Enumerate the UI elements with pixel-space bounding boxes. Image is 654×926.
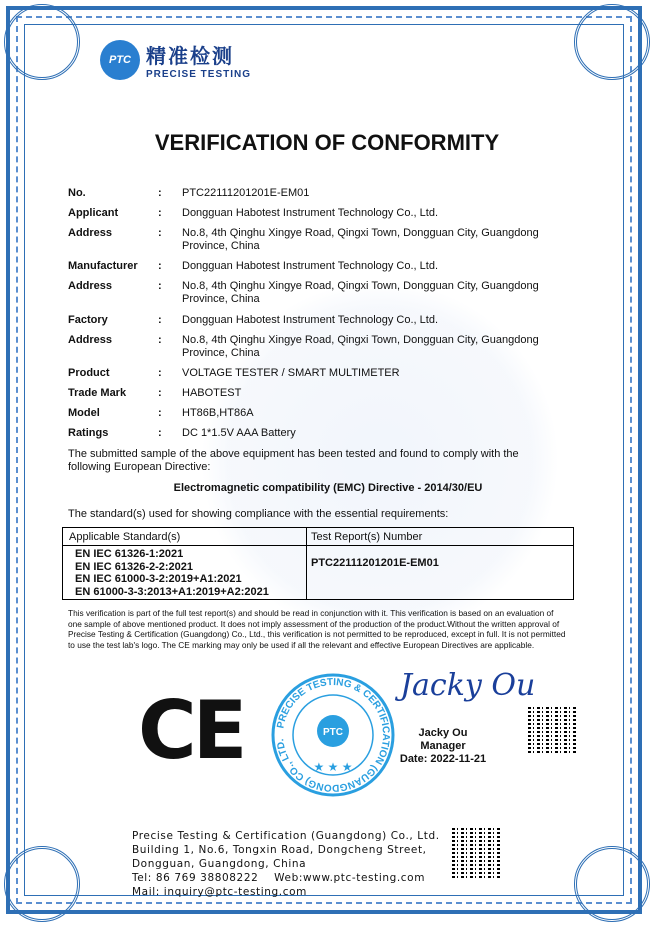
- qr-code-footer: [452, 828, 500, 880]
- signatory: [398, 727, 488, 766]
- corner-ornament: [4, 4, 80, 80]
- field-label: Address: [68, 227, 113, 239]
- field-label: Model: [68, 407, 100, 419]
- field-label: Factory: [68, 314, 108, 326]
- field-colon: :: [158, 407, 162, 419]
- column-divider: [306, 528, 307, 599]
- field-label: Address: [68, 280, 113, 292]
- field-colon: :: [158, 187, 162, 199]
- footer-line: Precise Testing & Certification (Guangdong) Co., Ltd.: [132, 830, 440, 842]
- directive: Electromagnetic compatibility (EMC) Directive - 2014/30/EU: [173, 482, 483, 494]
- field-colon: :: [158, 334, 162, 346]
- field-value: VOLTAGE TESTER / SMART MULTIMETER: [182, 367, 400, 379]
- standard-item: EN 61000-3-3:2013+A1:2019+A2:2021: [75, 585, 269, 598]
- signatory-name: Jacky Ou: [418, 727, 468, 739]
- field-value: DC 1*1.5V AAA Battery: [182, 427, 296, 439]
- standard-item: EN IEC 61326-1:2021: [75, 548, 184, 560]
- company-logo: [100, 40, 251, 80]
- field-value: PTC22111201201E-EM01: [182, 187, 310, 199]
- signature-date: Date: 2022-11-21: [399, 753, 487, 765]
- svg-text:★ ★ ★: ★ ★ ★: [313, 760, 353, 774]
- corner-ornament: [574, 846, 650, 922]
- field-value: Dongguan Habotest Instrument Technology Co., Ltd.: [182, 207, 439, 219]
- field-value: No.8, 4th Qinghu Xingye Road, Qingxi Town, Dongguan City, Guangdong Province, China: [182, 227, 539, 252]
- ce-mark: CE: [138, 684, 244, 777]
- report-number: PTC22111201201E-EM01: [311, 557, 439, 569]
- standard-item: EN IEC 61326-2-2:2021: [75, 560, 194, 573]
- header-report: Test Report(s) Number: [311, 531, 423, 543]
- corner-ornament: [4, 846, 80, 922]
- svg-text:PTC: PTC: [323, 727, 343, 738]
- field-label: Ratings: [68, 427, 109, 439]
- field-label: No.: [68, 187, 86, 199]
- signatory-title: Manager: [420, 740, 466, 752]
- logo-chinese: 精准检测: [146, 46, 234, 68]
- footer-line: Dongguan, Guangdong, China: [132, 858, 307, 870]
- field-label: Product: [68, 367, 110, 379]
- field-label: Applicant: [68, 207, 119, 219]
- notes: This verification is part of the full test report(s) and should be read in conjunction with it. This verification is based on an evaluation of one sample of above mentioned product. It does not imply assessment of the production of the product.Without the written approval of Precise Testing & Certification (Guangdong) Co., Ltd., this verification is not permitted to be reproduced, except in full. It is not permitted to use the test lab's logo. The CE marking may only be used if all the relevant and effective European Directives are applicable.: [68, 608, 566, 650]
- statement: The submitted sample of the above equipment has been tested and found to comply with the following European Directive:: [68, 448, 519, 473]
- field-value: No.8, 4th Qinghu Xingye Road, Qingxi Town, Dongguan City, Guangdong Province, China: [182, 280, 539, 305]
- ptc-logo-icon: PTC: [100, 40, 140, 80]
- logo-english: PRECISE TESTING: [146, 69, 252, 80]
- field-colon: :: [158, 280, 162, 292]
- field-value: Dongguan Habotest Instrument Technology Co., Ltd.: [182, 260, 439, 272]
- footer-line: Mail: inquiry@ptc-testing.com: [132, 886, 307, 898]
- field-colon: :: [158, 227, 162, 239]
- standards-table: [62, 527, 574, 600]
- field-colon: :: [158, 207, 162, 219]
- field-colon: :: [158, 314, 162, 326]
- corner-ornament: [574, 4, 650, 80]
- footer-line: Tel: 86 769 38808222 Web:www.ptc-testing.com: [132, 872, 426, 884]
- qr-code: [528, 705, 576, 755]
- standards-intro: The standard(s) used for showing compliance with the essential requirements:: [68, 508, 449, 520]
- field-colon: :: [158, 427, 162, 439]
- document-title: VERIFICATION OF CONFORMITY: [154, 130, 500, 155]
- field-colon: :: [158, 387, 162, 399]
- field-colon: :: [158, 367, 162, 379]
- field-label: Trade Mark: [68, 387, 127, 399]
- field-value: HT86B,HT86A: [182, 407, 254, 419]
- header-standards: Applicable Standard(s): [69, 531, 181, 543]
- footer-line: Building 1, No.6, Tongxin Road, Dongcheng Street,: [132, 844, 427, 856]
- field-label: Address: [68, 334, 113, 346]
- field-value: No.8, 4th Qinghu Xingye Road, Qingxi Town, Dongguan City, Guangdong Province, China: [182, 334, 539, 359]
- standard-item: EN IEC 61000-3-2:2019+A1:2021: [75, 573, 242, 585]
- field-value: HABOTEST: [182, 387, 242, 399]
- svg-text:PRECISE TESTING & CERTIFICATIO: PRECISE TESTING & CERTIFICATION (GUANGDONG) CO., LTD.: [275, 676, 392, 794]
- field-value: Dongguan Habotest Instrument Technology Co., Ltd.: [182, 314, 439, 326]
- field-colon: :: [158, 260, 162, 272]
- field-label: Manufacturer: [68, 260, 138, 272]
- footer-contact: [132, 829, 440, 899]
- company-stamp: [271, 673, 395, 797]
- signature: Jacky Ou: [400, 668, 536, 703]
